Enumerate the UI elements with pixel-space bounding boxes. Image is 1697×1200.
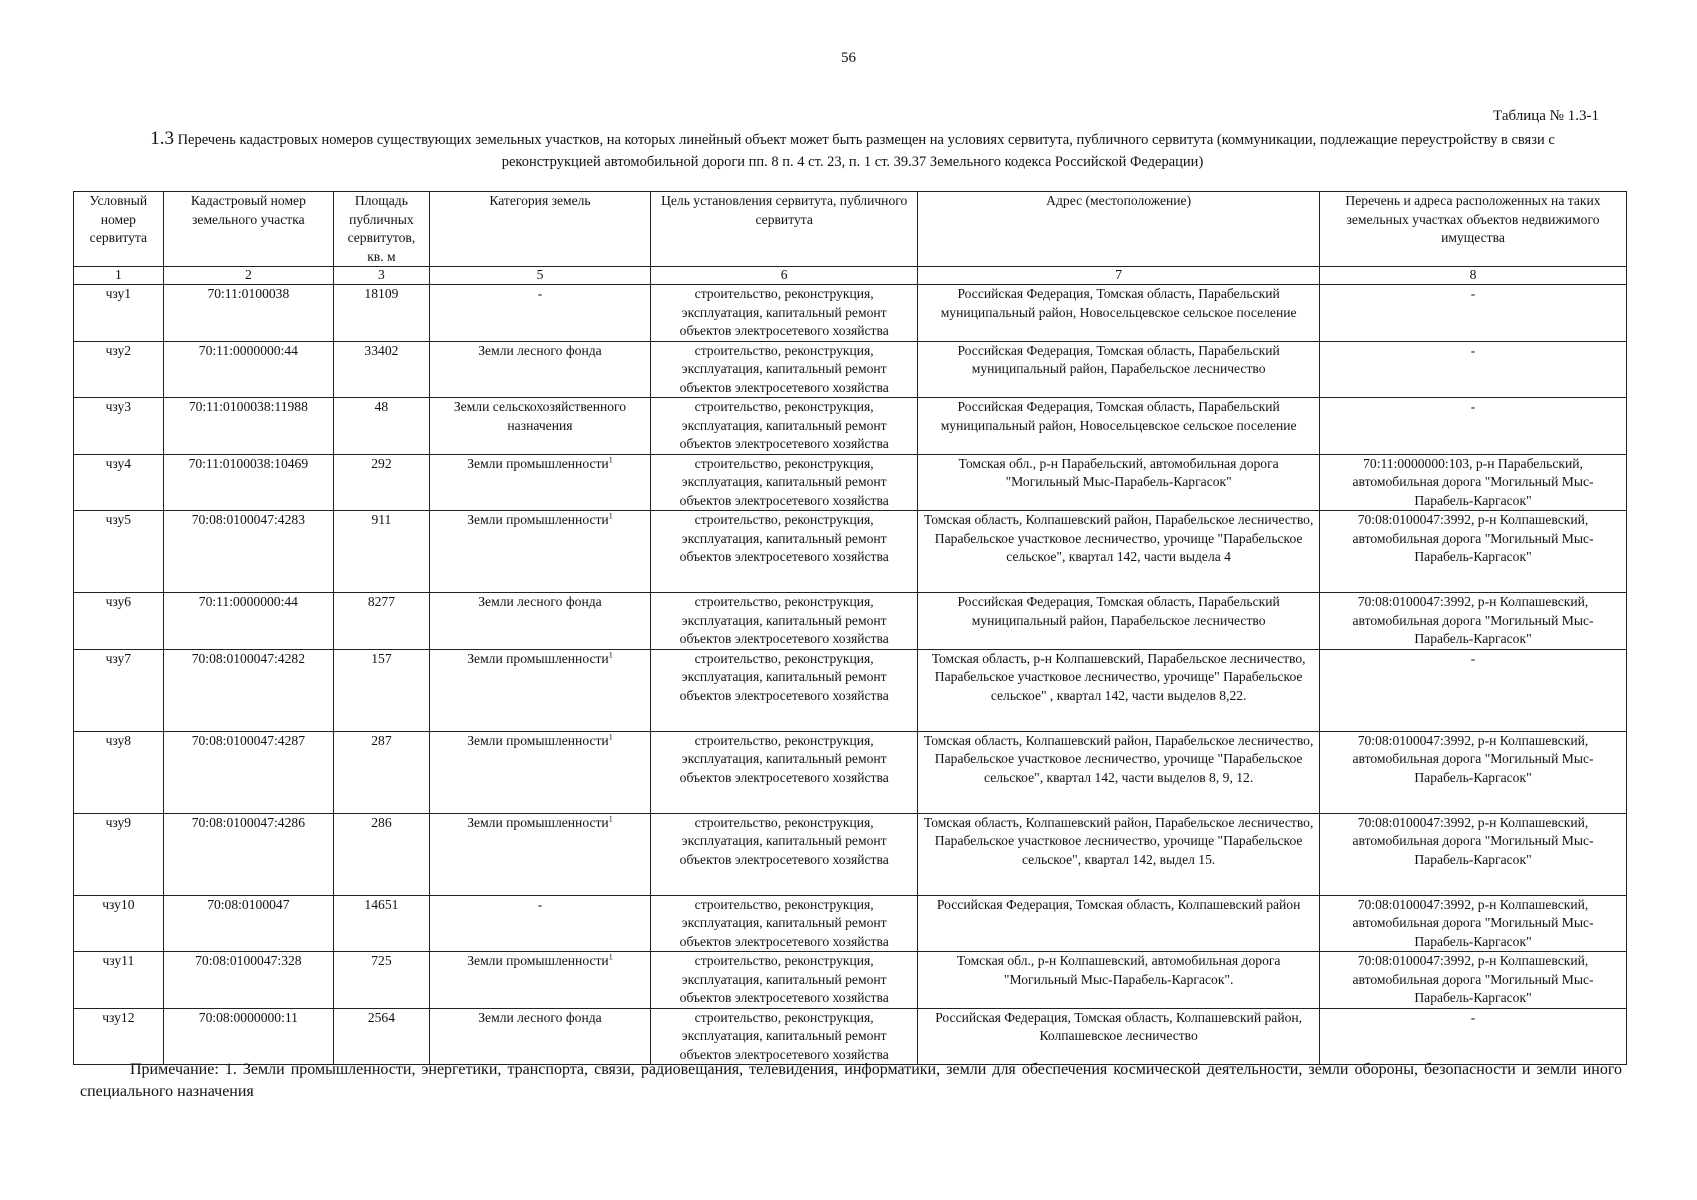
- purpose-cell: [651, 285, 918, 342]
- table-id: Таблица № 1.3-1: [1493, 108, 1599, 124]
- area-text: 2564: [367, 1009, 396, 1025]
- cadastral-number-text: 70:11:0100038:11988: [188, 399, 308, 414]
- header-servitude-number: Условный номер сервитута: [74, 192, 164, 267]
- land-category-text: -: [537, 896, 543, 912]
- objects-text: 70:08:0100047:3992, р-н Колпашевский, автомобильная дорога "Могильный Мыс-Парабель-Каргасок": [1352, 512, 1594, 564]
- land-category-text: Земли промышленности: [467, 953, 609, 968]
- servitude-number-cell: [74, 285, 164, 342]
- objects-text: 70:08:0100047:3992, р-н Колпашевский, автомобильная дорога "Могильный Мыс-Парабель-Каргасок": [1352, 732, 1594, 785]
- land-category-cell: [429, 341, 650, 398]
- area-cell: [334, 398, 430, 455]
- cadastral-number-cell: [163, 398, 333, 455]
- column-number: 3: [334, 267, 430, 285]
- cadastral-number-text: 70:08:0100047:4287: [191, 732, 305, 748]
- table-row: [74, 341, 1627, 398]
- land-category-cell: [429, 285, 650, 342]
- servitude-number-cell: [74, 649, 164, 731]
- objects-text: 70:08:0100047:3992, р-н Колпашевский, автомобильная дорога "Могильный Мыс-Парабель-Каргасок": [1352, 814, 1594, 867]
- servitude-number-cell: [74, 341, 164, 398]
- land-category-text: Земли промышленности: [467, 814, 609, 830]
- address-cell: [918, 952, 1320, 1009]
- address-text: Российская Федерация, Томская область, Парабельский муниципальный район, Парабельское лесничество: [957, 594, 1280, 628]
- header-land-category: Категория земель: [429, 192, 650, 267]
- purpose-text: строительство, реконструкция, эксплуатация, капитальный ремонт объектов электросетевого хозяйства: [679, 1009, 889, 1062]
- column-number: 6: [651, 267, 918, 285]
- servitude-number-cell: [74, 731, 164, 813]
- address-cell: [918, 649, 1320, 731]
- table-row: [74, 952, 1627, 1009]
- purpose-text: строительство, реконструкция, эксплуатация, капитальный ремонт объектов электросетевого хозяйства: [679, 814, 889, 867]
- column-number: 2: [163, 267, 333, 285]
- area-cell: [334, 593, 430, 650]
- address-text: Российская Федерация, Томская область, Парабельский муниципальный район, Новосельцевское сельское поселение: [940, 399, 1297, 433]
- footnote-marker: 1: [608, 813, 613, 823]
- address-text: Томская область, Колпашевский район, Парабельское лесничество, Парабельское участковое лесничество, урочище "Парабельское сельское", квартал 142, части выдела 4: [923, 512, 1314, 564]
- objects-cell: [1320, 952, 1627, 1009]
- objects-cell: [1320, 454, 1627, 511]
- address-text: Томская область, р-н Колпашевский, Парабельское лесничество, Парабельское участковое лесничество, урочище" Парабельское сельское" , квартал 142, части выделов 8,22.: [931, 650, 1306, 703]
- table-row: [74, 593, 1627, 650]
- objects-text: -: [1470, 399, 1476, 414]
- purpose-text: строительство, реконструкция, эксплуатация, капитальный ремонт объектов электросетевого хозяйства: [679, 399, 889, 451]
- area-cell: [334, 731, 430, 813]
- table-row: [74, 511, 1627, 593]
- land-category-cell: [429, 511, 650, 593]
- area-cell: [334, 649, 430, 731]
- servitude-number-text: чзу3: [105, 399, 132, 414]
- cadastral-number-text: 70:08:0100047:4282: [191, 650, 305, 666]
- column-number: 5: [429, 267, 650, 285]
- land-category-cell: [429, 731, 650, 813]
- address-cell: [918, 285, 1320, 342]
- servitude-number-text: чзу12: [102, 1009, 135, 1025]
- purpose-text: строительство, реконструкция, эксплуатация, капитальный ремонт объектов электросетевого хозяйства: [679, 512, 889, 564]
- table-row: [74, 1008, 1627, 1065]
- purpose-cell: [651, 813, 918, 895]
- purpose-text: строительство, реконструкция, эксплуатация, капитальный ремонт объектов электросетевого хозяйства: [679, 650, 889, 703]
- area-cell: [334, 511, 430, 593]
- servitude-number-text: чзу11: [102, 953, 135, 968]
- address-text: Российская Федерация, Томская область, Колпашевский район, Колпашевское лесничество: [935, 1009, 1303, 1043]
- land-category-text: Земли промышленности: [467, 650, 609, 666]
- cadastral-number-text: 70:08:0000000:11: [198, 1009, 298, 1025]
- address-cell: [918, 454, 1320, 511]
- area-cell: [334, 454, 430, 511]
- land-category-text: Земли сельскохозяйственного назначения: [453, 399, 627, 433]
- header-address: Адрес (местоположение): [918, 192, 1320, 267]
- purpose-cell: [651, 511, 918, 593]
- purpose-text: строительство, реконструкция, эксплуатация, капитальный ремонт объектов электросетевого хозяйства: [679, 732, 889, 785]
- cadastral-number-text: 70:08:0100047: [207, 896, 290, 912]
- cadastral-number-cell: [163, 952, 333, 1009]
- table-title: [100, 128, 1605, 173]
- area-cell: [334, 285, 430, 342]
- area-text: 287: [371, 732, 392, 748]
- cadastral-number-text: 70:08:0100047:4286: [191, 814, 305, 830]
- area-text: 48: [374, 399, 389, 414]
- purpose-cell: [651, 1008, 918, 1065]
- land-category-cell: [429, 952, 650, 1009]
- cadastral-number-cell: [163, 731, 333, 813]
- land-category-cell: [429, 1008, 650, 1065]
- address-text: Томская область, Колпашевский район, Парабельское лесничество, Парабельское участковое лесничество, урочище "Парабельское сельское", квартал 142, выдел 15.: [923, 814, 1314, 867]
- address-text: Российская Федерация, Томская область, Колпашевский район: [936, 896, 1301, 912]
- servitude-number-cell: [74, 813, 164, 895]
- cadastral-number-text: 70:11:0100038:10469: [188, 455, 309, 471]
- area-cell: [334, 1008, 430, 1065]
- cadastral-number-text: 70:08:0100047:4283: [191, 512, 305, 527]
- footnote-marker: 1: [608, 952, 613, 962]
- objects-cell: [1320, 593, 1627, 650]
- address-cell: [918, 813, 1320, 895]
- cadastral-number-cell: [163, 511, 333, 593]
- purpose-cell: [651, 593, 918, 650]
- area-cell: [334, 813, 430, 895]
- address-cell: [918, 593, 1320, 650]
- area-text: 725: [371, 953, 392, 968]
- servitude-number-cell: [74, 593, 164, 650]
- footnote-marker: 1: [608, 731, 613, 741]
- purpose-cell: [651, 341, 918, 398]
- land-category-text: Земли промышленности: [467, 512, 609, 527]
- purpose-text: строительство, реконструкция, эксплуатация, капитальный ремонт объектов электросетевого хозяйства: [679, 896, 889, 949]
- header-area: Площадь публичных сервитутов, кв. м: [334, 192, 430, 267]
- address-cell: [918, 731, 1320, 813]
- address-cell: [918, 895, 1320, 952]
- objects-text: 70:11:0000000:103, р-н Парабельский, автомобильная дорога "Могильный Мыс-Парабель-Каргасок": [1352, 455, 1594, 508]
- land-category-cell: [429, 454, 650, 511]
- servitude-number-cell: [74, 952, 164, 1009]
- land-category-text: Земли лесного фонда: [478, 342, 602, 358]
- objects-text: -: [1470, 650, 1476, 666]
- servitude-table: [73, 191, 1627, 1065]
- footnote-marker: 1: [608, 454, 613, 464]
- page-number: 56: [841, 50, 856, 66]
- address-text: Томская область, Колпашевский район, Парабельское лесничество, Парабельское участковое лесничество, урочище "Парабельское сельское", квартал 142, части выделов 8, 9, 12.: [923, 732, 1314, 785]
- servitude-number-cell: [74, 454, 164, 511]
- area-text: 14651: [364, 896, 399, 912]
- objects-text: 70:08:0100047:3992, р-н Колпашевский, автомобильная дорога "Могильный Мыс-Парабель-Каргасок": [1352, 594, 1594, 646]
- objects-text: -: [1470, 342, 1476, 358]
- table-row: [74, 649, 1627, 731]
- cadastral-number-cell: [163, 593, 333, 650]
- purpose-text: строительство, реконструкция, эксплуатация, капитальный ремонт объектов электросетевого хозяйства: [679, 286, 889, 338]
- area-text: 292: [371, 455, 392, 471]
- footnote: Примечание: 1. Земли промышленности, энергетики, транспорта, связи, радиовещания, телевидения, информатики, земли для обеспечения космической деятельности, земли обороны, безопасности и земли иного специального назначения: [80, 1061, 1622, 1100]
- section-number: 1.3: [150, 128, 174, 149]
- servitude-number-text: чзу4: [105, 455, 132, 471]
- address-text: Российская Федерация, Томская область, Парабельский муниципальный район, Новосельцевское сельское поселение: [940, 286, 1297, 320]
- address-text: Томская обл., р-н Парабельский, автомобильная дорога "Могильный Мыс-Парабель-Каргасок": [958, 455, 1279, 489]
- cadastral-number-cell: [163, 895, 333, 952]
- land-category-cell: [429, 813, 650, 895]
- land-category-text: Земли промышленности: [467, 455, 609, 471]
- area-text: 8277: [367, 594, 396, 609]
- cadastral-number-text: 70:11:0000000:44: [198, 594, 298, 609]
- address-text: Томская обл., р-н Колпашевский, автомобильная дорога "Могильный Мыс-Парабель-Каргасок".: [956, 953, 1281, 987]
- servitude-number-cell: [74, 895, 164, 952]
- servitude-number-text: чзу8: [105, 732, 132, 748]
- header-cadastral-number: Кадастровый номер земельного участка: [163, 192, 333, 267]
- objects-cell: [1320, 341, 1627, 398]
- address-cell: [918, 1008, 1320, 1065]
- table-row: [74, 731, 1627, 813]
- purpose-text: строительство, реконструкция, эксплуатация, капитальный ремонт объектов электросетевого хозяйства: [679, 594, 889, 646]
- column-number: 7: [918, 267, 1320, 285]
- purpose-cell: [651, 731, 918, 813]
- header-objects: Перечень и адреса расположенных на таких земельных участках объектов недвижимого имущества: [1320, 192, 1627, 267]
- address-text: Российская Федерация, Томская область, Парабельский муниципальный район, Парабельское лесничество: [957, 342, 1280, 376]
- cadastral-number-cell: [163, 649, 333, 731]
- land-category-cell: [429, 895, 650, 952]
- purpose-text: строительство, реконструкция, эксплуатация, капитальный ремонт объектов электросетевого хозяйства: [679, 455, 889, 508]
- footnote-marker: 1: [608, 511, 613, 521]
- purpose-cell: [651, 649, 918, 731]
- purpose-cell: [651, 454, 918, 511]
- cadastral-number-text: 70:11:0100038: [207, 286, 290, 301]
- area-cell: [334, 952, 430, 1009]
- land-category-cell: [429, 649, 650, 731]
- objects-cell: [1320, 1008, 1627, 1065]
- objects-cell: [1320, 649, 1627, 731]
- table-row: [74, 285, 1627, 342]
- objects-text: 70:08:0100047:3992, р-н Колпашевский, автомобильная дорога "Могильный Мыс-Парабель-Каргасок": [1352, 953, 1594, 1005]
- land-category-cell: [429, 593, 650, 650]
- objects-cell: [1320, 511, 1627, 593]
- title-text: Перечень кадастровых номеров существующих земельных участков, на которых линейный объект может быть размещен на условиях сервитута, публичного сервитута (коммуникации, подлежащие переустройству в связи с реконструкцией автомобильной дороги пп. 8 п. 4 ст. 23, п. 1 ст. 39.37 Земельного кодекса Российской Федерации): [177, 132, 1555, 170]
- purpose-text: строительство, реконструкция, эксплуатация, капитальный ремонт объектов электросетевого хозяйства: [679, 342, 889, 395]
- servitude-number-text: чзу2: [105, 342, 132, 358]
- area-text: 157: [371, 650, 392, 666]
- header-purpose: Цель установления сервитута, публичного сервитута: [651, 192, 918, 267]
- land-category-cell: [429, 398, 650, 455]
- objects-text: 70:08:0100047:3992, р-н Колпашевский, автомобильная дорога "Могильный Мыс-Парабель-Каргасок": [1352, 896, 1594, 949]
- cadastral-number-text: 70:11:0000000:44: [198, 342, 298, 358]
- cadastral-number-cell: [163, 454, 333, 511]
- column-number: 1: [74, 267, 164, 285]
- cadastral-number-cell: [163, 341, 333, 398]
- servitude-number-text: чзу9: [105, 814, 132, 830]
- purpose-text: строительство, реконструкция, эксплуатация, капитальный ремонт объектов электросетевого хозяйства: [679, 953, 889, 1005]
- address-cell: [918, 511, 1320, 593]
- purpose-cell: [651, 895, 918, 952]
- land-category-text: Земли лесного фонда: [478, 1009, 602, 1025]
- objects-text: -: [1470, 286, 1476, 301]
- servitude-number-cell: [74, 1008, 164, 1065]
- cadastral-number-cell: [163, 285, 333, 342]
- objects-text: -: [1470, 1009, 1476, 1025]
- servitude-number-text: чзу6: [105, 594, 132, 609]
- land-category-text: Земли лесного фонда: [478, 594, 602, 609]
- area-text: 286: [371, 814, 392, 830]
- objects-cell: [1320, 731, 1627, 813]
- column-number: 8: [1320, 267, 1627, 285]
- address-cell: [918, 398, 1320, 455]
- cadastral-number-text: 70:08:0100047:328: [195, 953, 302, 968]
- table-row: [74, 454, 1627, 511]
- area-cell: [334, 341, 430, 398]
- address-cell: [918, 341, 1320, 398]
- footnote-marker: 1: [608, 649, 613, 659]
- table-row: [74, 895, 1627, 952]
- servitude-number-text: чзу7: [105, 650, 132, 666]
- servitude-number-text: чзу10: [102, 896, 135, 912]
- servitude-number-cell: [74, 398, 164, 455]
- area-text: 18109: [364, 286, 399, 301]
- objects-cell: [1320, 398, 1627, 455]
- objects-cell: [1320, 285, 1627, 342]
- servitude-number-text: чзу5: [105, 512, 132, 527]
- area-text: 911: [371, 512, 392, 527]
- purpose-cell: [651, 952, 918, 1009]
- land-category-text: -: [537, 286, 543, 301]
- area-cell: [334, 895, 430, 952]
- objects-cell: [1320, 813, 1627, 895]
- table-header-row: [74, 192, 1627, 267]
- area-text: 33402: [364, 342, 399, 358]
- cadastral-number-cell: [163, 813, 333, 895]
- objects-cell: [1320, 895, 1627, 952]
- land-category-text: Земли промышленности: [467, 732, 609, 748]
- servitude-number-cell: [74, 511, 164, 593]
- servitude-number-text: чзу1: [105, 286, 132, 301]
- table-row: [74, 398, 1627, 455]
- table-row: [74, 813, 1627, 895]
- purpose-cell: [651, 398, 918, 455]
- column-numbers-row: [74, 267, 1627, 285]
- cadastral-number-cell: [163, 1008, 333, 1065]
